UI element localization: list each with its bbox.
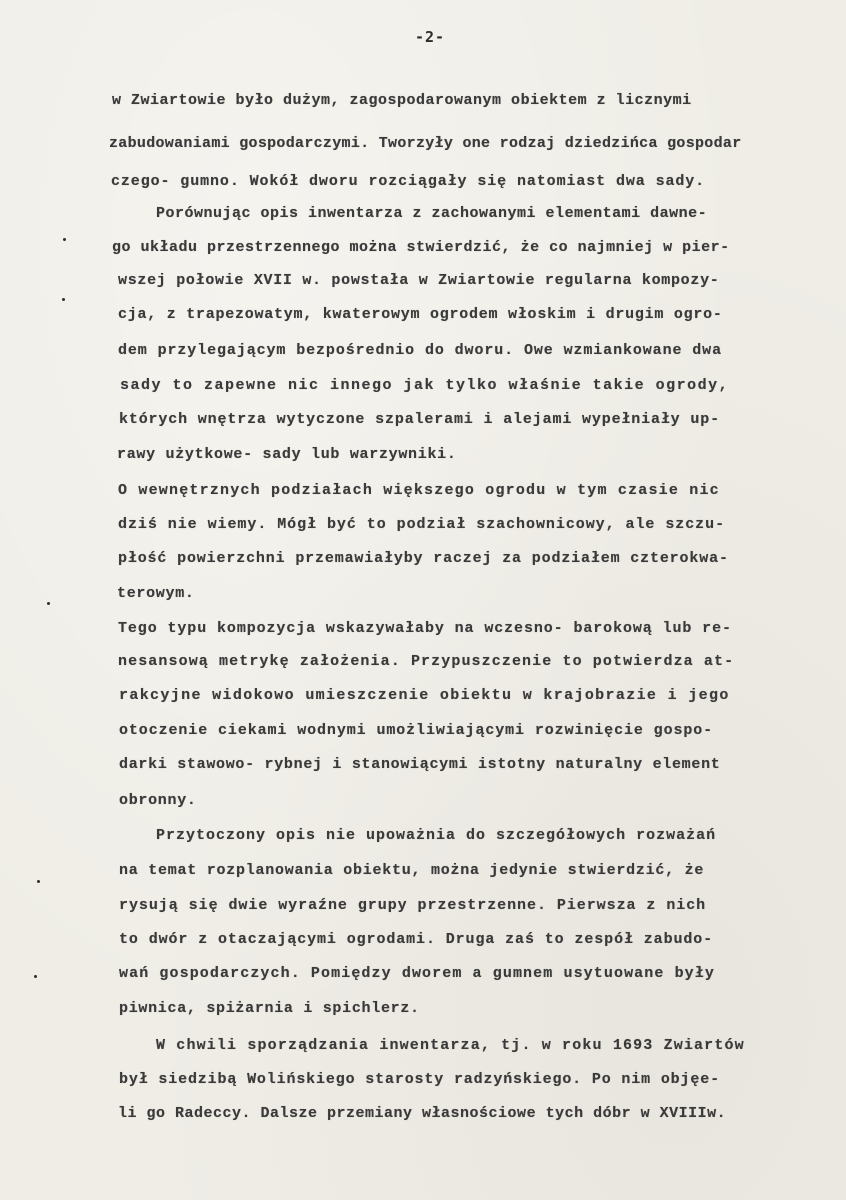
text-line: piwnica, spiżarnia i spichlerz. bbox=[119, 1000, 420, 1017]
page-number: -2- bbox=[414, 28, 446, 46]
text-line: był siedzibą Wolińskiego starosty radzyńskiego. Po nim objęe- bbox=[119, 1071, 720, 1088]
text-line: na temat rozplanowania obiektu, można jedynie stwierdzić, że bbox=[119, 862, 705, 879]
text-line: czego- gumno. Wokół dworu rozciągały się natomiast dwa sady. bbox=[111, 173, 706, 190]
text-line: wań gospodarczych. Pomiędzy dworem a gumnem usytuowane były bbox=[119, 965, 715, 982]
text-line: w Zwiartowie było dużym, zagospodarowanym obiektem z licznymi bbox=[112, 92, 692, 109]
margin-speck bbox=[63, 238, 66, 241]
text-line: dem przylegającym bezpośrednio do dworu. Owe wzmiankowane dwa bbox=[118, 342, 722, 359]
text-line: zabudowaniami gospodarczymi. Tworzyły one rodzaj dziedzińca gospodar bbox=[109, 135, 742, 152]
text-line: Przytoczony opis nie upoważnia do szczegółowych rozważań bbox=[156, 827, 717, 844]
text-line: otoczenie ciekami wodnymi umożliwiającymi rozwinięcie gospo- bbox=[119, 722, 714, 739]
text-line: wszej połowie XVII w. powstała w Zwiartowie regularna kompozy- bbox=[118, 272, 720, 289]
text-line: O wewnętrznych podziałach większego ogrodu w tym czasie nic bbox=[118, 482, 720, 499]
text-line: to dwór z otaczającymi ogrodami. Druga zaś to zespół zabudo- bbox=[119, 931, 714, 948]
text-line: darki stawowo- rybnej i stanowiącymi istotny naturalny element bbox=[119, 756, 721, 773]
margin-speck bbox=[47, 602, 50, 605]
margin-speck bbox=[37, 880, 40, 883]
text-line: rysują się dwie wyraźne grupy przestrzenne. Pierwsza z nich bbox=[119, 897, 707, 914]
text-line: cja, z trapezowatym, kwaterowym ogrodem włoskim i drugim ogro- bbox=[118, 306, 723, 323]
text-line: li go Radeccy. Dalsze przemiany własnościowe tych dóbr w XVIIIw. bbox=[118, 1105, 727, 1122]
margin-speck bbox=[62, 298, 65, 301]
text-line: obronny. bbox=[119, 792, 197, 809]
text-line: których wnętrza wytyczone szpalerami i alejami wypełniały up- bbox=[119, 411, 720, 428]
text-line: rakcyjne widokowo umieszczenie obiektu w krajobrazie i jego bbox=[119, 687, 730, 704]
text-line: Tego typu kompozycja wskazywałaby na wczesno- barokową lub re- bbox=[118, 620, 732, 637]
text-line: Porównując opis inwentarza z zachowanymi elementami dawne- bbox=[156, 205, 708, 222]
text-line: dziś nie wiemy. Mógł być to podział szachownicowy, ale szczu- bbox=[118, 516, 726, 533]
text-line: sady to zapewne nic innego jak tylko właśnie takie ogrody, bbox=[120, 377, 730, 394]
text-line: terowym. bbox=[117, 585, 195, 602]
text-line: rawy użytkowe- sady lub warzywniki. bbox=[117, 446, 457, 463]
margin-speck bbox=[34, 975, 37, 978]
text-line: płość powierzchni przemawiałyby raczej za podziałem czterokwa- bbox=[118, 550, 729, 567]
text-line: W chwili sporządzania inwentarza, tj. w roku 1693 Zwiartów bbox=[156, 1037, 745, 1054]
text-line: nesansową metrykę założenia. Przypuszczenie to potwierdza at- bbox=[118, 653, 735, 670]
text-line: go układu przestrzennego można stwierdzić, że co najmniej w pier- bbox=[112, 239, 730, 256]
